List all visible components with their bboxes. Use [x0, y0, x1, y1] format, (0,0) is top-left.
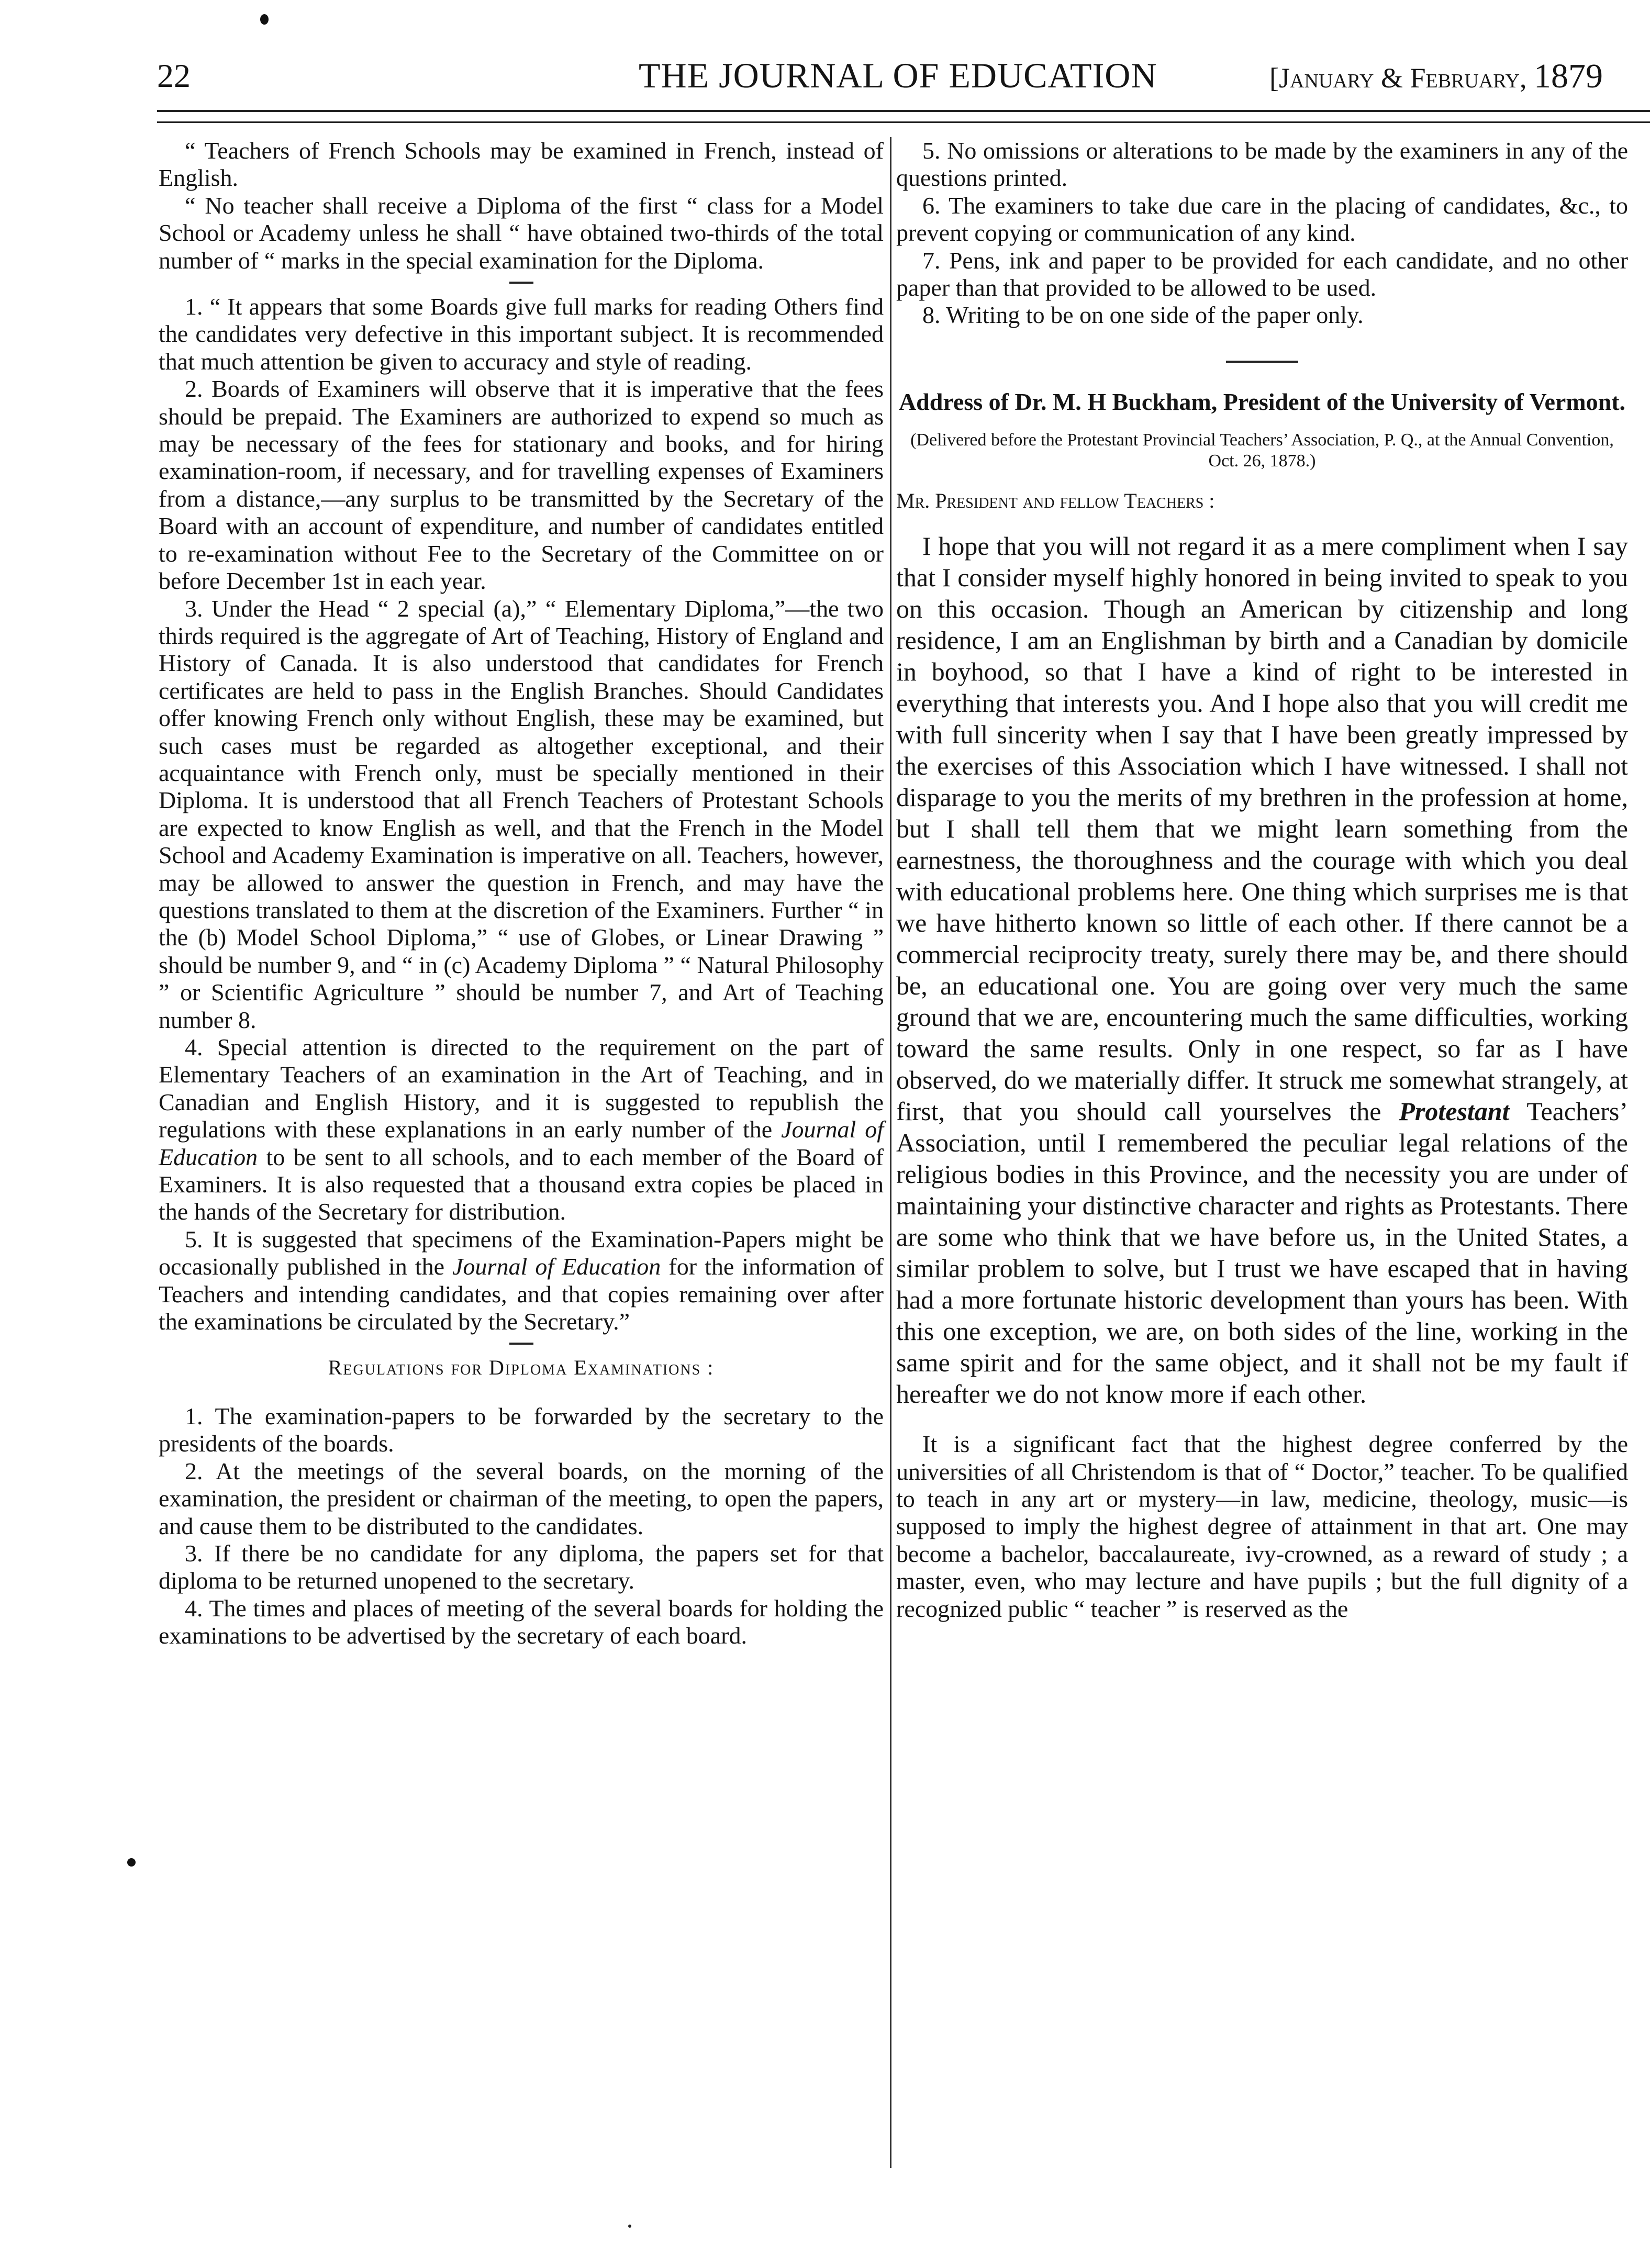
- paragraph-gap: [896, 1410, 1628, 1431]
- paragraph: 3. Under the Head “ 2 special (a),” “ Elementary Diploma,”—the two thirds required is the aggregate of Art of Teaching, History of England and History of Canada. It is also understood that candidates for French certificates are held to pass in the English Branches. Should Candidates offer knowing French only without English, these may be examined, but such cases must be regarded as altogether exceptional, and their acquaintance with French only, must be specially mentioned in their Diploma. It is understood that all French Teachers of Protestant Schools are expected to know English as well, and that the French in the Model School and Academy Examination is imperative on all. Teachers, however, may be allowed to answer the question in French, and may have the questions translated to them at the discretion of the Examiners. Further “ in the (b) Model School Diploma,” “ use of Globes, or Linear Drawing ” should be number 9, and “ in (c) Academy Diploma ” “ Natural Philosophy ” or Scientific Agriculture ” should be number 7, and Art of Teaching number 8.: [159, 595, 884, 1033]
- regulations-heading: Regulations for Diploma Examinations :: [328, 1356, 715, 1380]
- regulation-item: 7. Pens, ink and paper to be provided for each candidate, and no other paper than that provided to be allowed to be used.: [896, 247, 1628, 301]
- page-number: 22: [157, 57, 191, 94]
- ink-speck: [628, 2225, 631, 2228]
- header-rule-bottom: [157, 121, 1650, 123]
- regulation-item: 2. At the meetings of the several boards, on the morning of the examination, the president or chairman of the meeting, to open the papers, and cause them to be distributed to the candidates.: [159, 1457, 884, 1539]
- regulation-item: 4. The times and places of meeting of the several boards for holding the examinations to be advertised by the secretary of each board.: [159, 1594, 884, 1649]
- address-title: Address of Dr. M. H Buckham, President of the University of Vermont.: [898, 388, 1626, 415]
- text-run: 4. Special attention is directed to the requirement on the part of Elementary Teachers of an examination in the Art of Teaching, and in Canadian and English History, and it is suggested to republish the regulations with these explanations in an early number of the: [159, 1034, 884, 1143]
- header-rule-top: [157, 110, 1650, 112]
- paragraph: “ Teachers of French Schools may be examined in French, instead of English.: [159, 137, 884, 192]
- regulation-item: 5. No omissions or alterations to be made by the examiners in any of the questions printed.: [896, 137, 1628, 192]
- running-header: [0, 0, 1650, 110]
- journal-title: THE JOURNAL OF EDUCATION: [639, 55, 1157, 95]
- paragraph: [159, 1226, 884, 1336]
- issue-date-months: [January & February,: [1269, 62, 1527, 94]
- paragraph: [896, 530, 1628, 1410]
- section-rule: [1226, 361, 1298, 363]
- right-column: [896, 137, 1628, 1623]
- regulation-item: 3. If there be no candidate for any diploma, the papers set for that diploma to be returned unopened to the secretary.: [159, 1539, 884, 1594]
- text-run: to be sent to all schools, and to each member of the Board of Examiners. It is also requested that a thousand extra copies be placed in the hands of the Secretary for distribution.: [159, 1143, 884, 1225]
- section-rule: [509, 1343, 533, 1345]
- emphasized-word: Protestant: [1399, 1097, 1510, 1126]
- issue-year: 1879: [1533, 57, 1603, 95]
- text-run: for the information of Teachers and intending candidates, and that copies remaining over after the examinations be circulated by the Secretary.”: [159, 1253, 884, 1335]
- left-column: [159, 137, 884, 1650]
- issue-date: [1269, 57, 1603, 96]
- paragraph: It is a significant fact that the highest degree conferred by the universities of all Christendom is that of “ Doctor,” teacher. To be qualified to teach in any art or mystery—in law, medicine, theology, music—is supposed to imply the highest degree of attainment in that art. One may become a bachelor, baccalaureate, ivy-crowned, as a reward of study ; a master, even, who may lecture and have pupils ; but the full dignity of a recognized public “ teacher ” is reserved as the: [896, 1431, 1628, 1622]
- column-divider: [890, 137, 891, 2168]
- paragraph: [159, 1034, 884, 1226]
- paragraph: “ No teacher shall receive a Diploma of the first “ class for a Model School or Academy unless he shall “ have obtained two-thirds of the total number of “ marks in the special examination for the Diploma.: [159, 192, 884, 274]
- regulation-item: 1. The examination-papers to be forwarded by the secretary to the presidents of the boards.: [159, 1402, 884, 1457]
- paragraph: 2. Boards of Examiners will observe that it is imperative that the fees should be prepaid. The Examiners are authorized to expend so much as may be necessary of the fees for stationary and books, and for hiring examination-room, if necessary, and for travelling expenses of Examiners from a distance,—any surplus to be transmitted by the Secretary of the Board with an account of expenditure, and number of candidates entitled to re-examination without Fee to the Secretary of the Committee on or before December 1st in each year.: [159, 375, 884, 595]
- journal-reference: Journal of Education: [452, 1253, 661, 1280]
- text-run: 5. It is suggested that specimens of the Examination-Papers might be occasionally published in the: [159, 1225, 884, 1280]
- journal-reference: Journal of Education: [159, 1116, 884, 1170]
- section-rule: [509, 282, 533, 284]
- text-run: I hope that you will not regard it as a mere compliment when I say that I consider myself highly honored in being invited to speak to you on this occasion. Though an American by citizenship and long residence, I am an Englishman by birth and a Canadian by domicile in boyhood, so that I have a kind of right to be interested in everything that interests you. And I hope also that you will credit me with full sincerity when I say that I have been greatly impressed by the exercises of this Association which I have witnessed. I shall not disparage to you the merits of my brethren in the profession at home, but I shall tell them that we might learn something from the earnestness, the thoroughness and the courage with which you deal with educational problems here. One thing which surprises me is that we have hitherto known so little of each other. If there cannot be a commercial reciprocity treaty, surely there may be, and there should be, an educational one. You are going over very much the same ground that we are, encountering much the same difficulties, working toward the same results. Only in one respect, so far as I have observed, do we materially differ. It struck me somewhat strangely, at first, that you should call yourselves the: [896, 531, 1628, 1126]
- salutation: Mr. President and fellow Teachers :: [896, 488, 1215, 512]
- paragraph: 1. “ It appears that some Boards give full marks for reading Others find the candidates very defective in this important subject. It is recommended that much attention be given to accuracy and style of reading.: [159, 293, 884, 375]
- margin-bullet-mark: [127, 1858, 136, 1867]
- regulation-item: 6. The examiners to take due care in the placing of candidates, &c., to prevent copying or communication of any kind.: [896, 192, 1628, 247]
- address-subtitle: (Delivered before the Protestant Provincial Teachers’ Association, P. Q., at the Annual Convention, Oct. 26, 1878.): [910, 430, 1614, 471]
- regulation-item: 8. Writing to be on one side of the paper only.: [922, 301, 1364, 329]
- text-run: Teachers’ Association, until I remembered the peculiar legal relations of the religious bodies in this Province, and the necessity you are under of maintaining your distinctive character and rights as Protestants. There are some who think that we have before us, in the United States, a similar problem to solve, but I trust we have escaped that in having had a more fortunate historic development than yours has been. With this one exception, we are, on both sides of the line, working in the same spirit and for the same object, and it shall not be my fault if hereafter we do not know more if each other.: [896, 1097, 1628, 1409]
